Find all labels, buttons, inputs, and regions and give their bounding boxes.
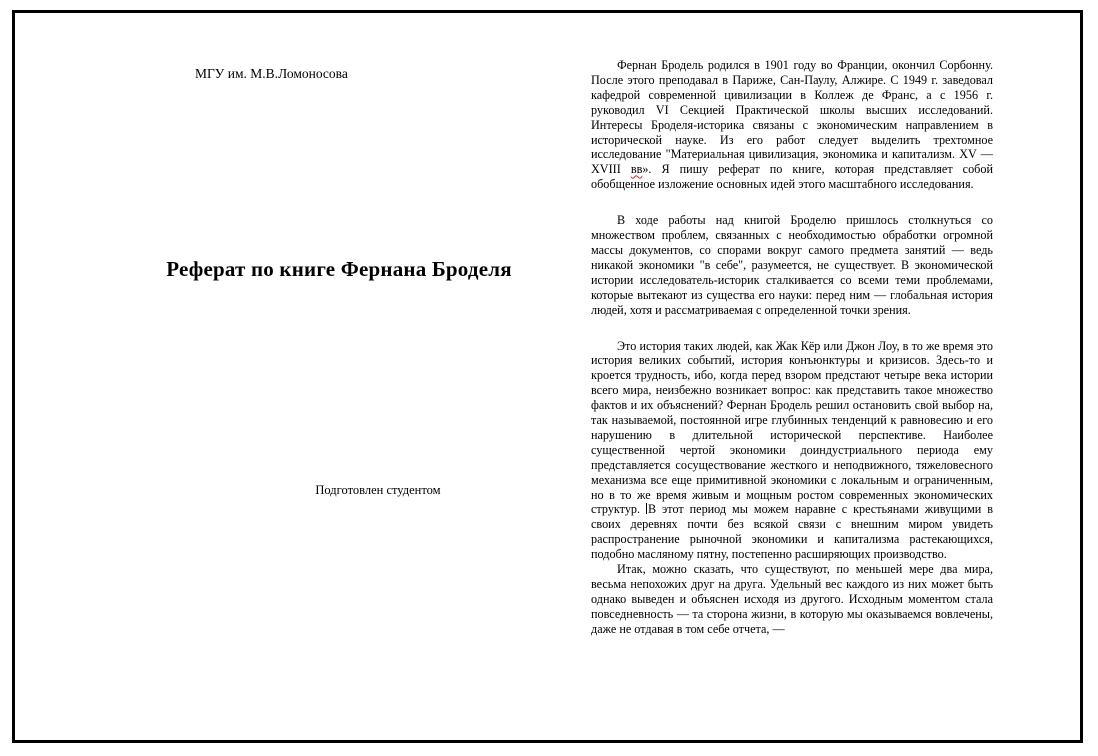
paragraph-1-text-part-b: ». Я пишу реферат по книге, которая представляет собой обобщенное изложение основных идей этого масштабного исследования. xyxy=(591,162,993,192)
document-body-column[interactable] xyxy=(591,58,993,738)
prepared-by-label: Подготовлен студентом xyxy=(315,483,441,497)
paragraph-1-text-part-a: Фернан Бродель родился в 1901 году во Франции, окончил Сорбонну. После этого преподавал в Париже, Сан-Паулу, Алжире. С 1949 г. заведовал кафедрой современной цивилизации в Коллеж де Франс, а с 1956 г. руководил VI Секцией Практической школы высших исследований. Интересы Броделя-историка связаны с экономическим направлением в исторической науке. Из его работ следует выделить трехтомное исследование "Материальная цивилизация, экономика и капитализм. XV — XVIII xyxy=(591,58,993,177)
document-page-border xyxy=(12,10,1083,743)
organization-name: МГУ им. М.В.Ломоносова xyxy=(195,66,348,81)
title-page-left-column xyxy=(166,65,573,725)
body-paragraph-4: Итак, можно сказать, что существуют, по меньшей мере два мира, весьма непохожих друг на друга. Удельный вес каждого из них может быть однако выведен и объяснен исходя из другого. Исходным моментом стала повседневность — та сторона жизни, в которую мы оказываемся вовлечены, даже не отдавая в том себе отчета, — xyxy=(591,562,993,636)
body-paragraph-3 xyxy=(591,339,993,563)
paragraph-3-text-part-b: В этот период мы можем наравне с крестьянами живущими в своих деревнях почти без всякой связи с внешним миром увидеть распространение рыночной экономики и капитализма растекающихся, подобно масляному пятну, постепенно расширяющих производство. xyxy=(591,502,993,562)
document-title: Реферат по книге Фернана Броделя xyxy=(166,257,512,281)
text-cursor-caret xyxy=(646,503,647,514)
paragraph-3-text-part-a: Это история таких людей, как Жак Кёр или Джон Лоу, в то же время это история великих событий, история конъюнктуры и кризисов. Здесь-то и кроется трудность, ибо, когда перед взором предстают четыре века истории всего мира, неизбежно возникает вопрос: как представить такое множество фактов и их объяснений? Фернан Бродель решил остановить свой выбор на, так называемой, постоянной игре глубинных тенденций к равновесию и его нарушению в длительной исторической перспективе. Наиболее существенной чертой экономики доиндустриального периода ему представляется сосуществование жесткого и неподвижного, тяжеловесного механизма все еще примитивной экономики с локальным и ограниченным, но в то же время живым и мощным ростом современных экономических структур. xyxy=(591,338,993,517)
body-paragraph-1 xyxy=(591,58,993,192)
spellcheck-misspelled-word[interactable]: вв xyxy=(630,162,643,177)
body-paragraph-2: В ходе работы над книгой Броделю пришлось столкнуться со множеством проблем, связанных с необходимостью обработки огромной массы документов, со спорами вокруг самого предмета занятий — ведь никакой экономики "в себе", разумеется, не существует. В экономической истории исследователь-историк сталкивается со всеми теми проблемами, которые вытекают из существа его науки: перед ним — глобальная история людей, хотя и рассматриваемая с определенной точки зрения. xyxy=(591,213,993,317)
